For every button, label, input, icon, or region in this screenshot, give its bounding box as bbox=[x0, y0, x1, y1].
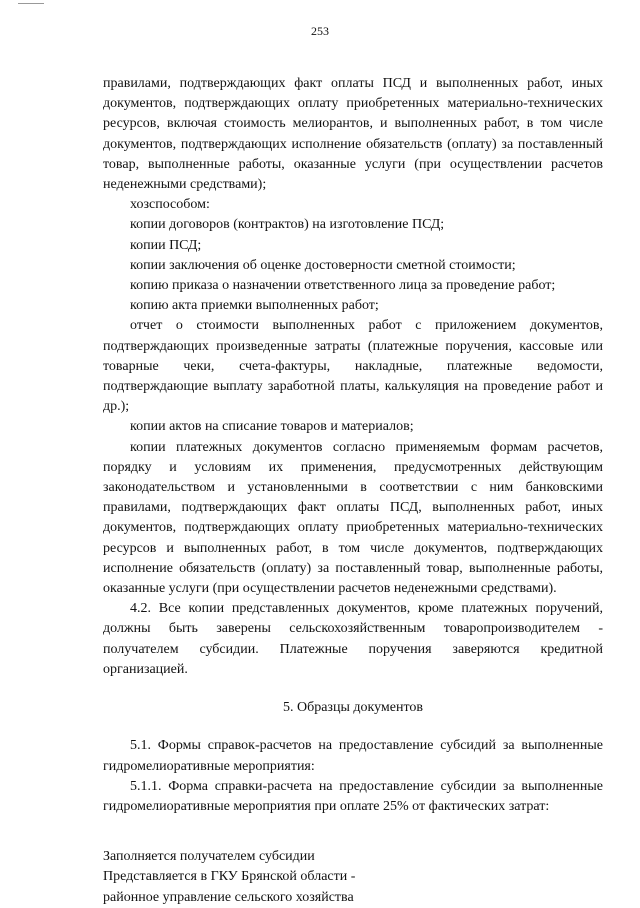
list-item-psd: копии ПСД; bbox=[130, 237, 202, 253]
form-note-submitted-to: Представляется в ГКУ Брянской области - bbox=[103, 869, 356, 885]
paragraph-4-2: 4.2. Все копии представленных документов, кроме платежных поручений, должны быть заверены сельскохозяйственным товаропроизводителем - получателем субсидии. Платежные поручения заверяются кредитной организацией. bbox=[103, 601, 603, 677]
list-item-estimate: копии заключения об оценке достоверности сметной стоимости; bbox=[130, 257, 516, 273]
document-body bbox=[103, 74, 603, 908]
list-item-order: копию приказа о назначении ответственного лица за проведение работ; bbox=[130, 278, 556, 294]
paragraph-payment-docs: копии платежных документов согласно применяемым формам расчетов, порядку и условиям их применения, предусмотренных действующим законодательством и установленными в соответствии с ним банковскими правилами, подтверждающих факт оплаты ПСД, выполненных работ, иных документов, подтверждающих оплату приобретенных материально-технических ресурсов и выполненных работ, в том числе документов, подтверждающих исполнение обязательств (оплату) за поставленный товар, выполненные работы, оказанные услуги (при осуществлении расчетов неденежными средствами). bbox=[103, 439, 603, 597]
paragraph-5-1: 5.1. Формы справок-расчетов на предоставление субсидий за выполненные гидромелиоративные мероприятия: bbox=[103, 738, 603, 774]
paragraph-5-1-1: 5.1.1. Форма справки-расчета на предоставление субсидии за выполненные гидромелиоративные мероприятия при оплате 25% от фактических затрат: bbox=[103, 778, 603, 814]
section-heading: 5. Образцы документов bbox=[282, 700, 424, 716]
list-item-act: копию акта приемки выполненных работ; bbox=[130, 298, 379, 314]
form-note-filled-by: Заполняется получателем субсидии bbox=[103, 849, 315, 865]
list-item-writeoff: копии актов на списание товаров и материалов; bbox=[130, 419, 414, 435]
page-number: 253 bbox=[311, 24, 329, 38]
list-item-contracts: копии договоров (контрактов) на изготовление ПСД; bbox=[130, 217, 445, 233]
paragraph-hozsposob: хозспособом: bbox=[130, 197, 210, 213]
paragraph-cost-report: отчет о стоимости выполненных работ с приложением документов, подтверждающих произведенные затраты (платежные поручения, кассовые или товарные чеки, счета-фактуры, накладные, платежные ведомости, подтверждающие выплату заработной платы, калькуляция на проведение работ и др.); bbox=[103, 318, 603, 415]
paragraph-continuation: правилами, подтверждающих факт оплаты ПСД и выполненных работ, иных документов, подтверждающих оплату приобретенных материально-технических ресурсов, включая стоимость мелиорантов, и выполненных работ, в том числе документов, подтверждающих исполнение обязательств (оплату) за поставленный товар, выполненные работы, оказанные услуги (при осуществлении расчетов неденежными средствами); bbox=[103, 76, 603, 193]
top-edge-mark bbox=[18, 3, 44, 4]
form-note-department: районное управление сельского хозяйства bbox=[103, 889, 354, 905]
